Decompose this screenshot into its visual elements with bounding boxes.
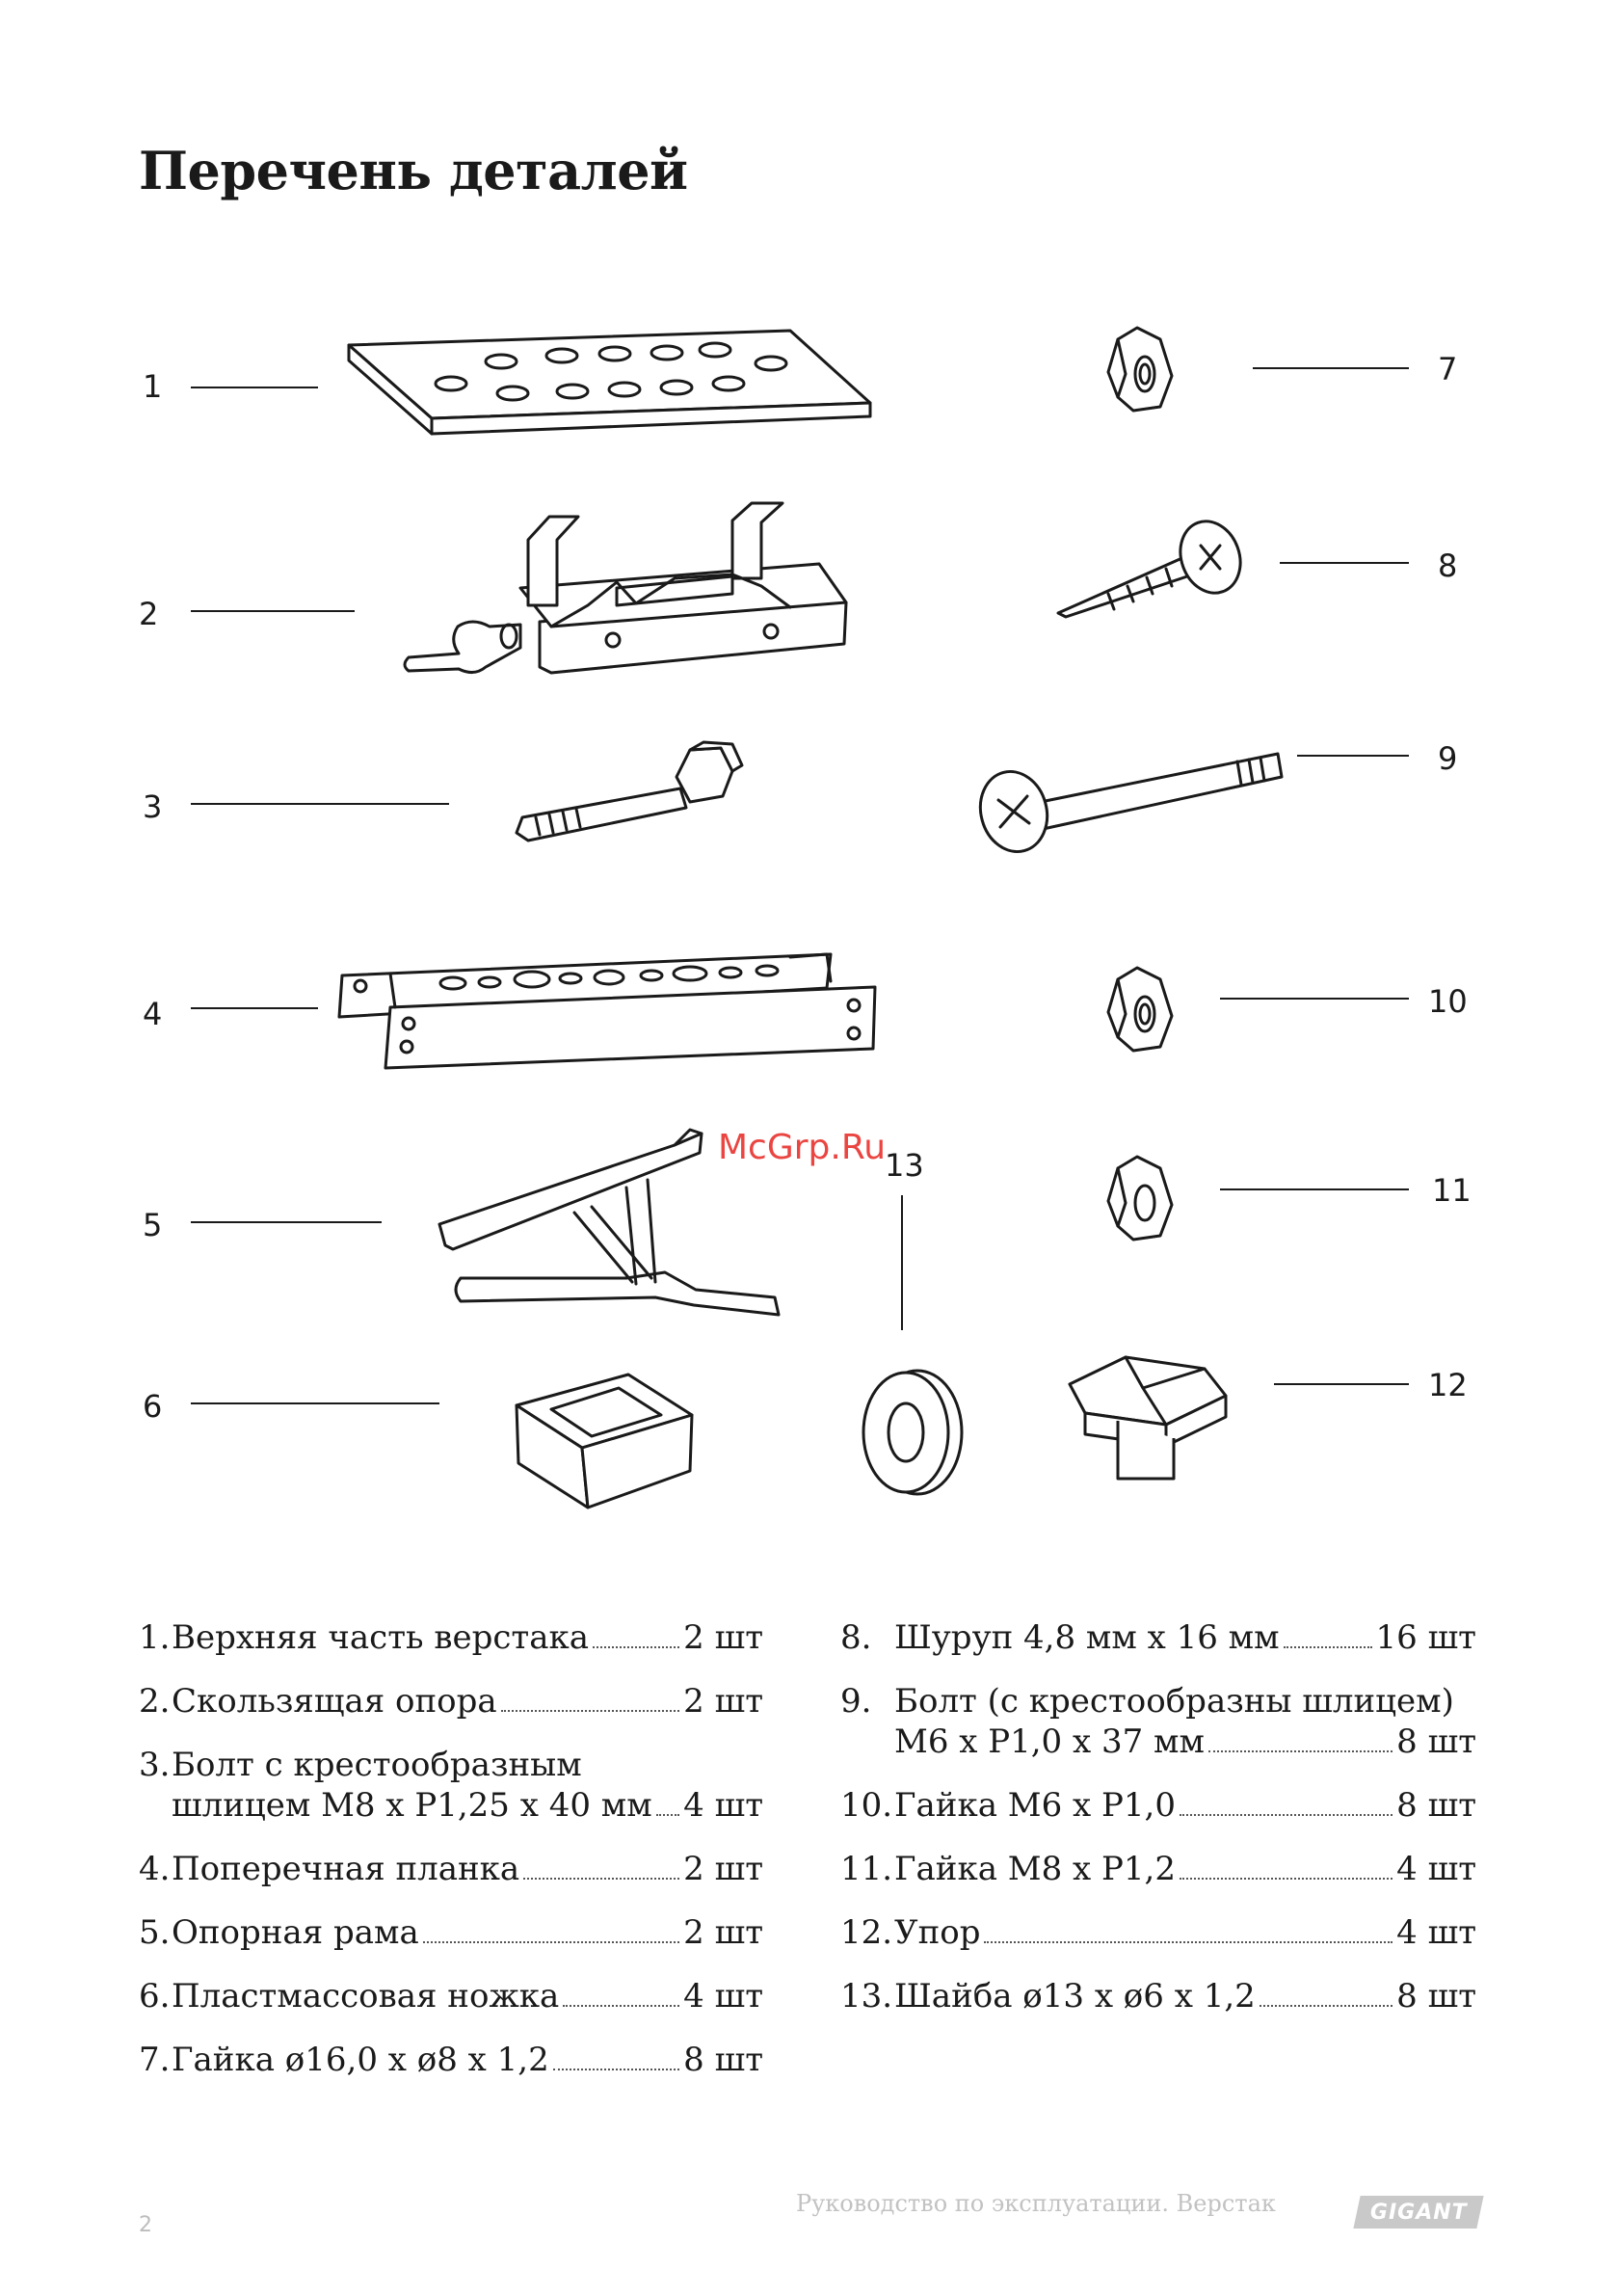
parts-list-item	[840, 1785, 1476, 1826]
item-quantity: 8 шт	[1396, 1977, 1476, 2016]
part-plastic-foot-drawing	[517, 1375, 692, 1508]
parts-list-item	[139, 1617, 763, 1658]
item-quantity: 8 шт	[683, 2041, 763, 2079]
parts-list-item	[139, 1912, 763, 1953]
part-workbench-top-drawing	[349, 331, 870, 434]
item-name: Поперечная планка	[172, 1850, 520, 1888]
dot-leader	[523, 1878, 679, 1880]
parts-list-item	[840, 1849, 1476, 1889]
item-row	[894, 1912, 1476, 1953]
item-name: Опорная рама	[172, 1913, 419, 1952]
parts-list-item	[840, 1976, 1476, 2016]
dot-leader	[553, 2069, 679, 2070]
dot-leader	[1180, 1814, 1393, 1816]
callout-7: 7	[1438, 351, 1458, 387]
page-title: Перечень деталей	[139, 140, 688, 201]
item-quantity: 8 шт	[1396, 1786, 1476, 1825]
watermark-text: McGrp.Ru	[718, 1128, 887, 1167]
parts-list-item	[840, 1912, 1476, 1953]
part-washer-drawing	[863, 1371, 962, 1494]
item-row	[172, 1681, 763, 1722]
item-body	[894, 1976, 1476, 2016]
parts-list-item	[139, 1976, 763, 2016]
item-row	[172, 1912, 763, 1953]
item-quantity: 2 шт	[683, 1618, 763, 1657]
item-quantity: 2 шт	[683, 1850, 763, 1888]
dot-leader	[563, 2005, 679, 2007]
item-quantity: 4 шт	[1396, 1913, 1476, 1952]
dot-leader	[1208, 1750, 1393, 1752]
item-quantity: 2 шт	[683, 1682, 763, 1721]
item-number: 12.	[840, 1913, 893, 1952]
item-row	[894, 1785, 1476, 1826]
item-number: 11.	[840, 1850, 893, 1888]
callout-12: 12	[1428, 1367, 1468, 1403]
part-sliding-support-drawing	[405, 503, 846, 673]
item-body	[894, 1912, 1476, 1953]
dot-leader	[984, 1941, 1393, 1943]
item-row	[172, 1976, 763, 2016]
item-number: 9.	[840, 1682, 872, 1721]
item-quantity: 4 шт	[683, 1977, 763, 2016]
item-quantity: 8 шт	[1396, 1722, 1476, 1761]
item-body	[172, 1617, 763, 1658]
item-number: 10.	[840, 1786, 893, 1825]
dot-leader	[423, 1941, 679, 1943]
callout-10: 10	[1428, 983, 1468, 1020]
item-body	[172, 1912, 763, 1953]
item-body	[894, 1617, 1476, 1658]
item-number: 6.	[139, 1977, 171, 2016]
callout-1: 1	[143, 368, 163, 405]
item-number: 8.	[840, 1618, 872, 1657]
dot-leader	[656, 1814, 679, 1816]
item-number: 1.	[139, 1618, 171, 1657]
callout-2: 2	[139, 596, 159, 632]
item-quantity: 4 шт	[683, 1786, 763, 1825]
parts-list-item	[139, 1745, 763, 1826]
callout-11: 11	[1432, 1172, 1472, 1209]
brand-logo-text: GIGANT	[1369, 2200, 1468, 2225]
item-body	[894, 1785, 1476, 1826]
callout-8: 8	[1438, 547, 1458, 584]
item-number: 4.	[139, 1850, 171, 1888]
parts-list-left	[139, 1617, 763, 2103]
dot-leader	[593, 1646, 679, 1648]
item-name-line: Болт (с крестообразны шлицем)	[894, 1682, 1454, 1721]
dot-leader	[1284, 1646, 1372, 1648]
callout-3: 3	[143, 788, 163, 825]
item-row	[172, 1785, 763, 1826]
item-body	[172, 1681, 763, 1722]
item-quantity: 2 шт	[683, 1913, 763, 1952]
parts-list-right	[840, 1617, 1476, 2040]
item-body	[172, 1849, 763, 1889]
item-name: М6 х Р1,0 х 37 мм	[894, 1722, 1205, 1761]
dot-leader	[501, 1710, 680, 1712]
callout-6: 6	[143, 1388, 163, 1425]
part-nut-10-drawing	[1108, 968, 1172, 1051]
item-number: 13.	[840, 1977, 893, 2016]
item-name: Упор	[894, 1913, 981, 1952]
item-quantity: 16 шт	[1375, 1618, 1476, 1657]
parts-list-item	[840, 1681, 1476, 1762]
item-number: 2.	[139, 1682, 171, 1721]
dot-leader	[1180, 1878, 1393, 1880]
footer-title: Руководство по эксплуатации. Верстак	[796, 2190, 1276, 2217]
part-cross-bolt-drawing	[971, 754, 1282, 859]
item-name: Пластмассовая ножка	[172, 1977, 560, 2016]
item-body	[172, 1745, 763, 1826]
item-name: Гайка М8 х Р1,2	[894, 1850, 1176, 1888]
item-row	[172, 1617, 763, 1658]
item-number: 5.	[139, 1913, 171, 1952]
brand-logo	[1353, 2196, 1483, 2229]
item-body	[894, 1849, 1476, 1889]
item-number: 3.	[139, 1746, 171, 1784]
item-name: Гайка М6 х Р1,0	[894, 1786, 1176, 1825]
item-name: Скользящая опора	[172, 1682, 497, 1721]
item-row	[894, 1617, 1476, 1658]
item-number: 7.	[139, 2041, 171, 2079]
item-row	[894, 1976, 1476, 2016]
part-crossbar-drawing	[339, 954, 875, 1068]
item-quantity: 4 шт	[1396, 1850, 1476, 1888]
item-name-line: Болт с крестообразным	[172, 1746, 582, 1784]
part-nut-7-drawing	[1108, 328, 1172, 411]
item-row	[172, 2040, 763, 2080]
item-name: Шайба ø13 х ø6 х 1,2	[894, 1977, 1256, 2016]
part-stop-drawing	[1070, 1357, 1226, 1479]
page-number: 2	[139, 2213, 152, 2237]
item-row	[172, 1849, 763, 1889]
item-name: Гайка ø16,0 х ø8 х 1,2	[172, 2041, 549, 2079]
item-body	[172, 2040, 763, 2080]
callout-13: 13	[885, 1147, 924, 1184]
part-nut-11-drawing	[1108, 1157, 1172, 1240]
dot-leader	[1260, 2005, 1393, 2007]
parts-list-item	[139, 1849, 763, 1889]
part-hex-bolt-drawing	[517, 742, 742, 841]
callout-9: 9	[1438, 740, 1458, 777]
item-name: Верхняя часть верстака	[172, 1618, 590, 1657]
item-body	[172, 1976, 763, 2016]
parts-list-item	[840, 1617, 1476, 1658]
item-body	[894, 1681, 1476, 1762]
callout-5: 5	[143, 1207, 163, 1243]
item-row	[894, 1722, 1476, 1762]
part-screw-drawing	[1058, 513, 1250, 617]
item-row	[894, 1849, 1476, 1889]
item-name: Шуруп 4,8 мм х 16 мм	[894, 1618, 1280, 1657]
parts-list-item	[139, 2040, 763, 2080]
item-name: шлицем М8 х Р1,25 х 40 мм	[172, 1786, 652, 1825]
parts-list-item	[139, 1681, 763, 1722]
callout-4: 4	[143, 996, 163, 1032]
